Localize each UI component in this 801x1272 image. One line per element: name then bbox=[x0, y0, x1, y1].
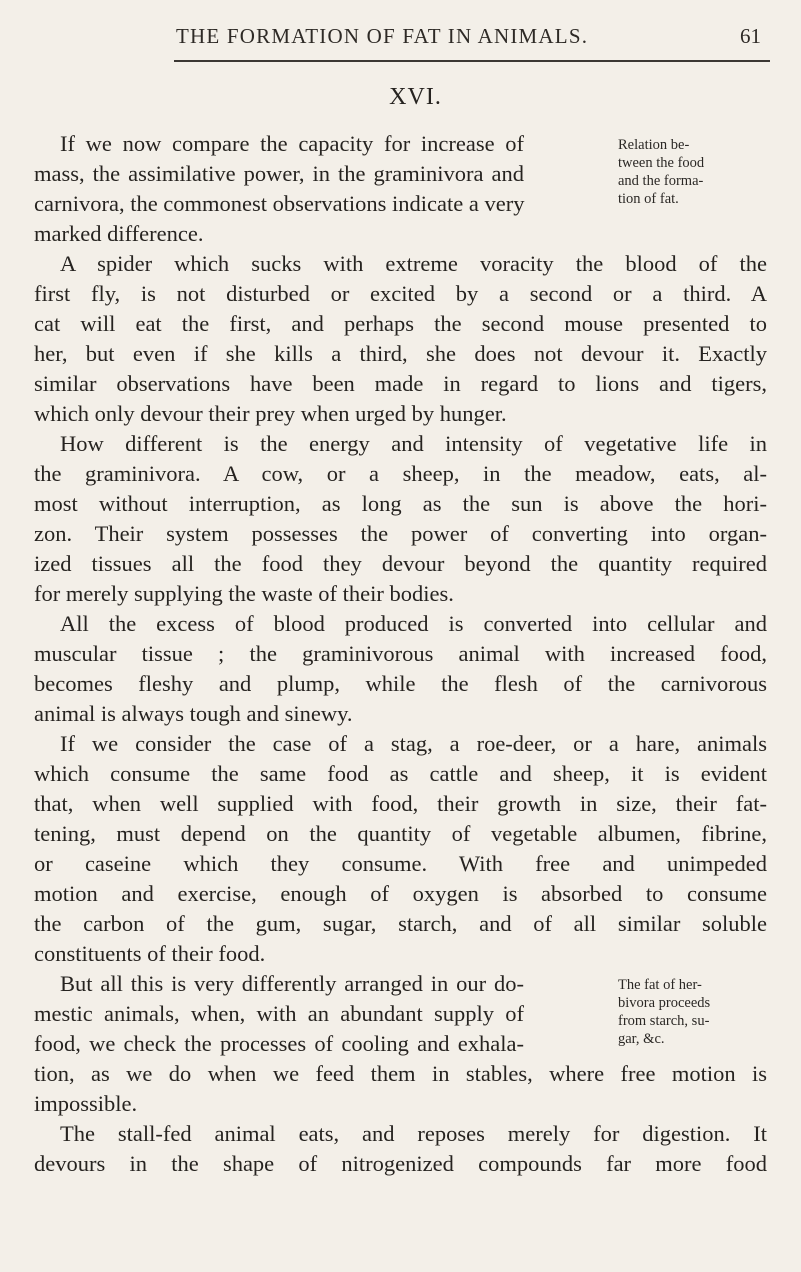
text-line: animal is always tough and sinewy. bbox=[34, 701, 353, 726]
text-line: mass, the assimilative power, in the graminivora and bbox=[34, 161, 524, 186]
text-line: A spider which sucks with extreme voracity the blood of the bbox=[60, 251, 767, 276]
running-head-title: THE FORMATION OF FAT IN ANIMALS. bbox=[176, 24, 589, 48]
margin-note-line: and the forma- bbox=[618, 173, 704, 189]
text-line: impossible. bbox=[34, 1091, 138, 1116]
text-line: ized tissues all the food they devour beyond the quantity required bbox=[34, 551, 767, 576]
text-line: devours in the shape of nitrogenized compounds far more food bbox=[34, 1151, 767, 1176]
text-line: mestic animals, when, with an abundant supply of bbox=[34, 1001, 524, 1026]
text-line: tening, must depend on the quantity of vegetable albumen, fibrine, bbox=[34, 821, 767, 846]
text-line: The stall-fed animal eats, and reposes merely for digestion. It bbox=[60, 1121, 767, 1146]
text-line: zon. Their system possesses the power of converting into organ- bbox=[34, 521, 767, 546]
margin-note-line: Relation be- bbox=[618, 137, 690, 153]
page-number: 61 bbox=[740, 24, 761, 48]
text-line: muscular tissue ; the graminivorous animal with increased food, bbox=[34, 641, 767, 666]
text-line: first fly, is not disturbed or excited by a second or a third. A bbox=[34, 281, 767, 306]
text-line: cat will eat the first, and perhaps the second mouse presented to bbox=[34, 311, 767, 336]
margin-note-line: The fat of her- bbox=[618, 977, 702, 993]
header-rule bbox=[174, 60, 770, 62]
text-line: for merely supplying the waste of their bodies. bbox=[34, 581, 454, 606]
text-line: becomes fleshy and plump, while the flesh of the carnivorous bbox=[34, 671, 767, 696]
text-line: which consume the same food as cattle and sheep, it is evident bbox=[34, 761, 767, 786]
text-line: carnivora, the commonest observations indicate a very bbox=[34, 191, 525, 216]
text-line: All the excess of blood produced is converted into cellular and bbox=[60, 611, 767, 636]
text-line: food, we check the processes of cooling and exhala- bbox=[34, 1031, 524, 1056]
text-line: most without interruption, as long as the sun is above the hori- bbox=[34, 491, 767, 516]
text-line: the graminivora. A cow, or a sheep, in the meadow, eats, al- bbox=[34, 461, 767, 486]
text-line: But all this is very differently arranged in our do- bbox=[60, 971, 524, 996]
text-line: If we now compare the capacity for increase of bbox=[60, 131, 524, 156]
text-line: If we consider the case of a stag, a roe-deer, or a hare, animals bbox=[60, 731, 767, 756]
text-line: her, but even if she kills a third, she does not devour it. Exactly bbox=[34, 341, 767, 366]
margin-note-line: gar, &c. bbox=[618, 1031, 665, 1047]
text-line: tion, as we do when we feed them in stables, where free motion is bbox=[34, 1061, 767, 1086]
text-line: which only devour their prey when urged by hunger. bbox=[34, 401, 507, 426]
text-line: the carbon of the gum, sugar, starch, and of all similar soluble bbox=[34, 911, 767, 936]
margin-note-line: tween the food bbox=[618, 155, 705, 171]
margin-note-line: bivora proceeds bbox=[618, 995, 711, 1011]
text-line: or caseine which they consume. With free and unimpeded bbox=[34, 851, 767, 876]
text-line: that, when well supplied with food, their growth in size, their fat- bbox=[34, 791, 767, 816]
text-line: marked difference. bbox=[34, 221, 204, 246]
margin-note-line: from starch, su- bbox=[618, 1013, 710, 1029]
section-number: XVI. bbox=[389, 84, 442, 110]
margin-note-line: tion of fat. bbox=[618, 191, 679, 207]
text-line: How different is the energy and intensity of vegetative life in bbox=[60, 431, 767, 456]
text-line: similar observations have been made in regard to lions and tigers, bbox=[34, 371, 767, 396]
text-line: motion and exercise, enough of oxygen is absorbed to consume bbox=[34, 881, 767, 906]
text-line: constituents of their food. bbox=[34, 941, 266, 966]
